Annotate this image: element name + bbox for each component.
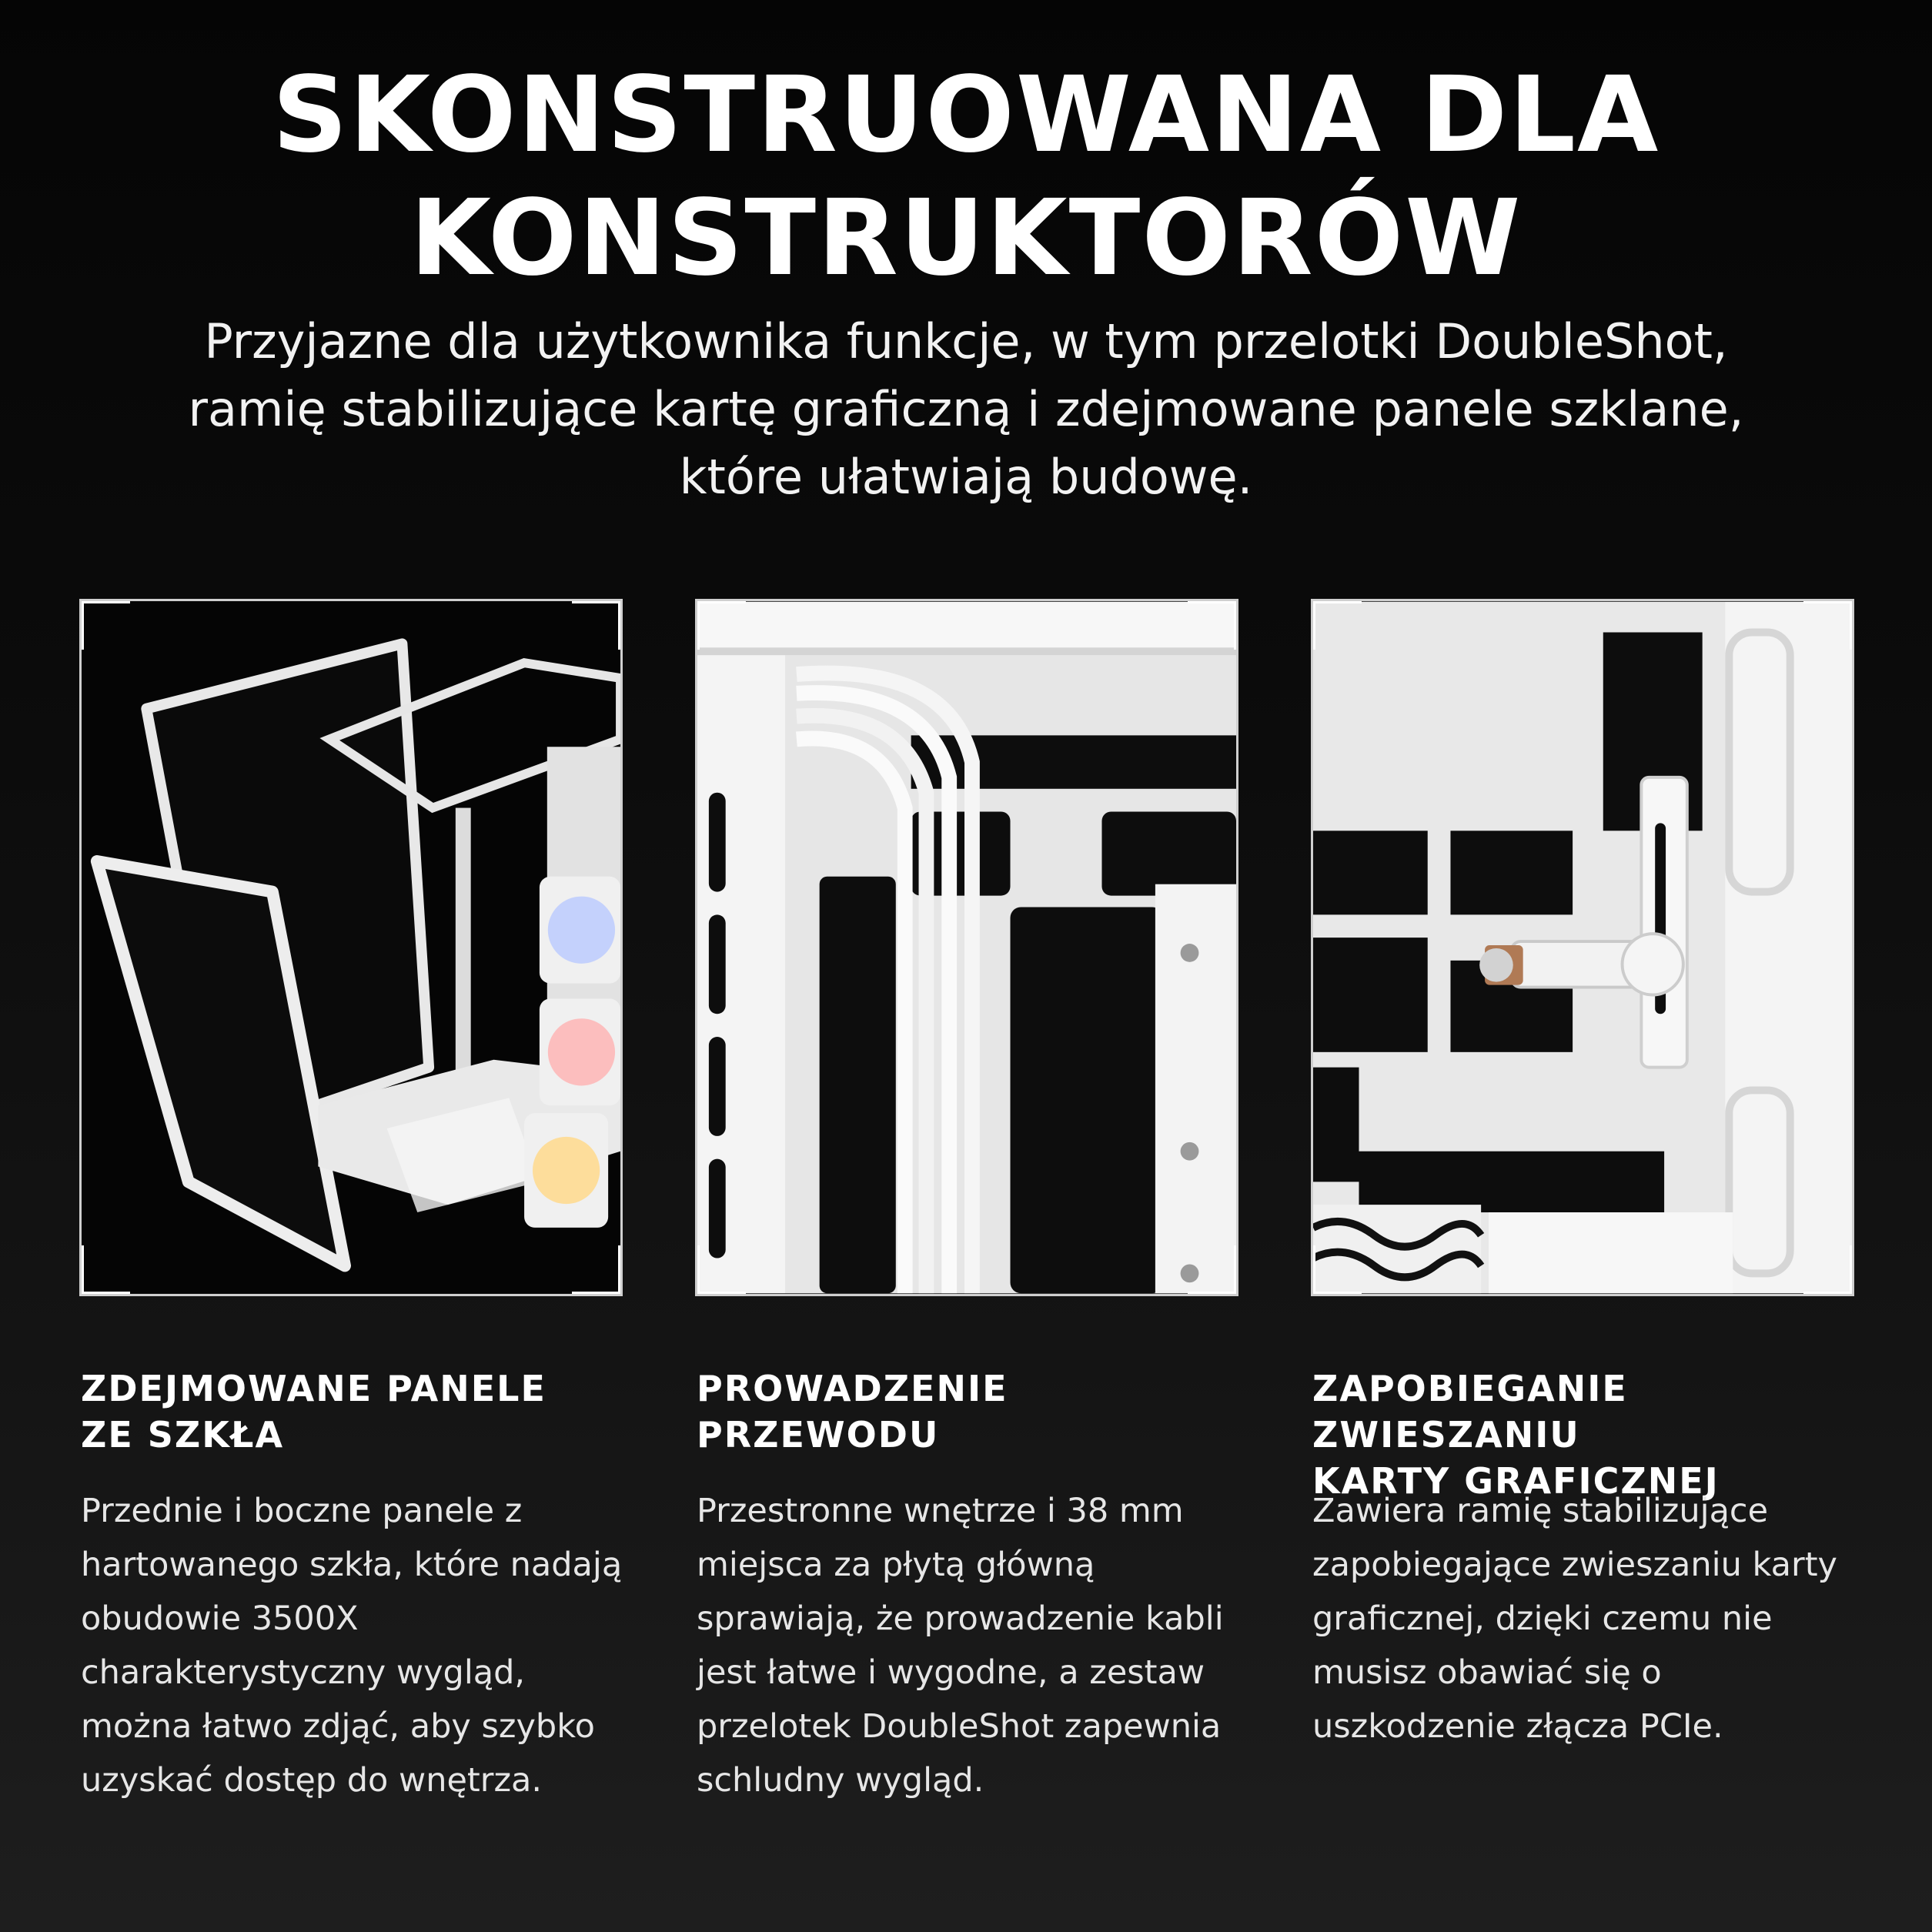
feature-heading-line: ZDEJMOWANE PANELE	[81, 1368, 547, 1409]
frame-corner	[572, 1245, 623, 1296]
subtitle-line-1: Przyjazne dla użytkownika funkcje, w tym przelotki DoubleShot,	[204, 313, 1728, 369]
frame-corner	[695, 599, 746, 650]
frame-corner	[695, 1245, 746, 1296]
description-line: obudowie 3500X	[81, 1599, 359, 1638]
cable-routing-illustration	[697, 601, 1236, 1294]
description-line: charakterystyczny wygląd,	[81, 1653, 526, 1692]
frame-corner	[79, 1245, 130, 1296]
feature-description	[697, 1484, 1251, 1807]
frame-corner	[1803, 1245, 1854, 1296]
description-line: Przednie i boczne panele z	[81, 1492, 523, 1530]
feature-heading-line: KARTY GRAFICZNEJ	[1312, 1460, 1720, 1502]
frame-corner	[1803, 599, 1854, 650]
frame-corner	[1188, 599, 1238, 650]
page-title-line-2: KONSTRUKTORÓW	[409, 178, 1523, 299]
feature-heading-line: ZAPOBIEGANIE ZWIESZANIU	[1312, 1368, 1628, 1456]
description-line: schludny wygląd.	[697, 1761, 984, 1800]
frame-corner	[1311, 1245, 1362, 1296]
description-line: hartowanego szkła, które nadają	[81, 1546, 623, 1584]
feature-heading	[697, 1365, 1251, 1458]
feature-heading-line: ZE SZKŁA	[81, 1414, 285, 1456]
frame-corner	[572, 599, 623, 650]
cable-routing-photo	[695, 599, 1238, 1296]
feature-card-cable-routing	[695, 599, 1238, 1800]
page-title	[0, 54, 1932, 300]
description-line: uzyskać dostęp do wnętrza.	[81, 1761, 543, 1800]
description-line: uszkodzenie złącza PCIe.	[1312, 1707, 1723, 1746]
frame-corner	[1311, 599, 1362, 650]
description-line: Zawiera ramię stabilizujące	[1312, 1492, 1769, 1530]
feature-description	[1312, 1484, 1867, 1753]
frame-corner	[1188, 1245, 1238, 1296]
glass-panels-photo	[79, 599, 623, 1296]
description-line: sprawiają, że prowadzenie kabli	[697, 1599, 1224, 1638]
feature-description	[81, 1484, 635, 1807]
page-title-line-1: SKONSTRUOWANA DLA	[272, 55, 1660, 176]
gpu-support-illustration	[1313, 601, 1852, 1294]
description-line: zapobiegające zwieszaniu karty	[1312, 1546, 1837, 1584]
feature-heading	[81, 1365, 635, 1458]
description-line: graficznej, dzięki czemu nie	[1312, 1599, 1773, 1638]
description-line: przelotek DoubleShot zapewnia	[697, 1707, 1222, 1746]
subtitle-line-3: które ułatwiają budowę.	[679, 449, 1253, 505]
subtitle-line-2: ramię stabilizujące kartę graficzną i zdejmowane panele szklane,	[188, 381, 1744, 437]
description-line: miejsca za płytą główną	[697, 1546, 1095, 1584]
exploded-case-illustration	[82, 601, 620, 1294]
page-subtitle	[115, 308, 1817, 511]
frame-corner	[79, 599, 130, 650]
gpu-support-photo	[1311, 599, 1854, 1296]
description-line: jest łatwe i wygodne, a zestaw	[697, 1653, 1205, 1692]
feature-heading	[1312, 1365, 1867, 1504]
description-line: można łatwo zdjąć, aby szybko	[81, 1707, 595, 1746]
feature-card-gpu-support	[1311, 599, 1854, 1746]
description-line: Przestronne wnętrze i 38 mm	[697, 1492, 1184, 1530]
feature-card-glass-panels	[79, 599, 623, 1800]
description-line: musisz obawiać się o	[1312, 1653, 1662, 1692]
feature-heading-line: PROWADZENIE PRZEWODU	[697, 1368, 1008, 1456]
